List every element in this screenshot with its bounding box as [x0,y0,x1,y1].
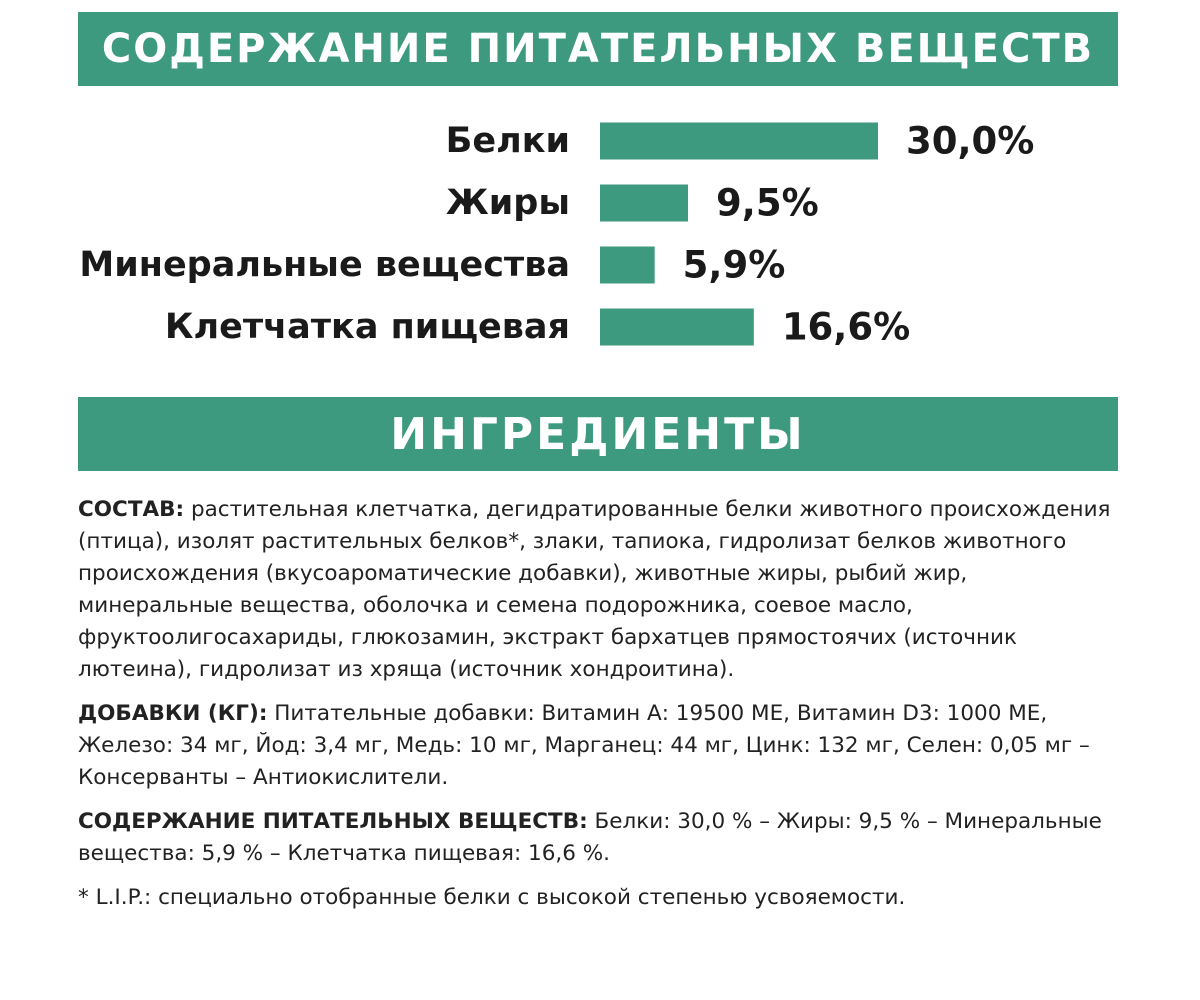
composition-label: СОСТАВ: [78,497,185,522]
nutrient-bar-chart [0,100,1200,360]
nutrients-text: Белки: 30,0 % – Жиры: 9,5 % – Минеральные вещества: 5,9 % – Клетчатка пищевая: 16,6 %. [78,809,1102,866]
category-label: Минеральные вещества [79,245,570,285]
ingredients-section [78,494,1128,926]
composition-paragraph [78,494,1128,686]
nutrients-label: СОДЕРЖАНИЕ ПИТАТЕЛЬНЫХ ВЕЩЕСТВ: [78,809,588,834]
category-label: Белки [445,121,570,161]
additives-text: Питательные добавки: Витамин А: 19500 МЕ, Витамин D3: 1000 МЕ, Железо: 34 мг, Йод: 3,4 мг, Медь: 10 мг, Марганец: 44 мг, Цинк: 132 мг, Селен: 0,05 мг – Консерванты – Антиокислители. [78,701,1090,790]
ingredients-banner-title: ИНГРЕДИЕНТЫ [390,408,806,460]
value-label: 5,9% [682,243,786,287]
additives-label: ДОБАВКИ (КГ): [78,701,268,726]
bar [600,309,754,346]
category-label: Клетчатка пищевая [164,307,570,347]
additives-paragraph [78,698,1128,794]
bar [600,185,688,222]
bar [600,123,878,160]
ingredients-banner [78,397,1118,471]
value-label: 16,6% [781,305,911,349]
nutrients-banner [78,12,1118,86]
nutrients-paragraph [78,806,1128,870]
bar [600,247,655,284]
value-label: 30,0% [906,119,1035,163]
composition-text: растительная клетчатка, дегидратированные белки животного происхождения (птица), изолят растительных белков*, злаки, тапиока, гидролизат белков животного происхождения (вкусоароматические добавки), животные жиры, рыбий жир, минеральные вещества, оболочка и семена подорожника, соевое масло, фруктоолигосахариды, глюкозамин, экстракт бархатцев прямостоячих (источник лютеина), гидролизат из хряща (источник хондроитина). [78,497,1111,682]
value-label: 9,5% [716,181,819,225]
footnote: * L.I.P.: специально отобранные белки с высокой степенью усвояемости. [78,885,906,910]
category-label: Жиры [445,183,570,223]
nutrients-banner-title: СОДЕРЖАНИЕ ПИТАТЕЛЬНЫХ ВЕЩЕСТВ [101,26,1095,72]
